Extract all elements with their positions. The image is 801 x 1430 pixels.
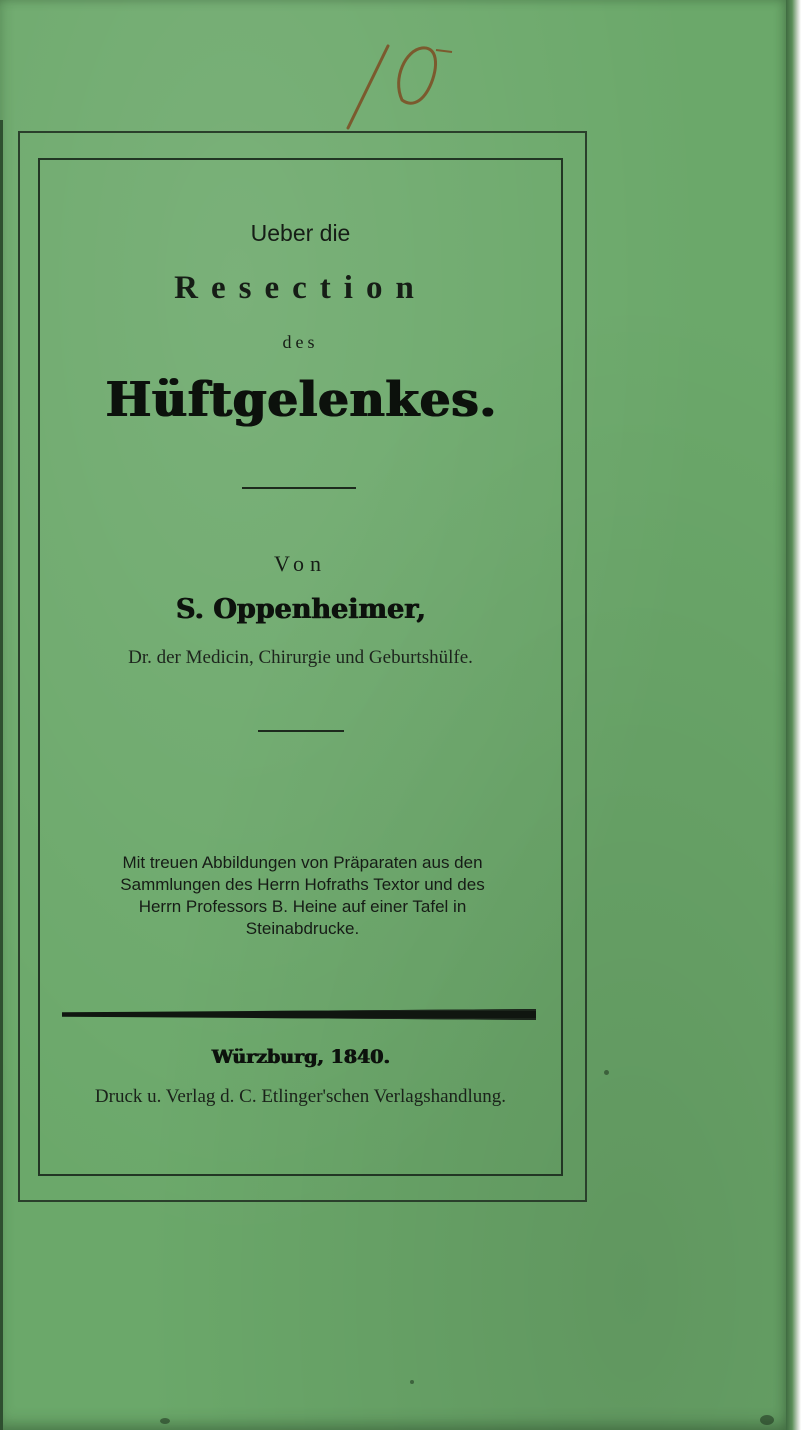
- paper-speck: [160, 1418, 170, 1424]
- title-main-hueftgelenkes: Hüftgelenkes.: [104, 372, 497, 428]
- paper-speck: [604, 1070, 609, 1075]
- author-degree: Dr. der Medicin, Chirurgie und Geburtshülfe.: [128, 647, 473, 668]
- page-edge-right: [786, 0, 801, 1430]
- title-line-des: des: [282, 332, 319, 352]
- page-edge-left: [0, 120, 3, 1430]
- divider-rule-middle: [258, 730, 344, 732]
- imprint-city-year: Würzburg, 1840.: [211, 1046, 390, 1068]
- author-name: S. Oppenheimer,: [175, 594, 426, 625]
- note-line: Steinabdrucke.: [245, 919, 360, 938]
- title-line-ueber-die: Ueber die: [250, 220, 351, 246]
- title-line-resection: Resection: [174, 270, 427, 306]
- illustrations-note: [60, 852, 545, 940]
- note-line: Sammlungen des Herrn Hofraths Textor und des: [120, 875, 485, 894]
- author-by-label: Von: [273, 551, 328, 576]
- divider-rule-upper: [242, 487, 356, 489]
- paper-speck: [760, 1415, 774, 1425]
- note-line: Herrn Professors B. Heine auf einer Tafel in: [138, 897, 467, 916]
- handwritten-number-mark: [340, 38, 460, 133]
- note-line: Mit treuen Abbildungen von Präparaten aus den: [122, 853, 483, 872]
- imprint-publisher: Druck u. Verlag d. C. Etlinger'schen Verlagshandlung.: [94, 1086, 507, 1107]
- paper-speck: [410, 1380, 414, 1384]
